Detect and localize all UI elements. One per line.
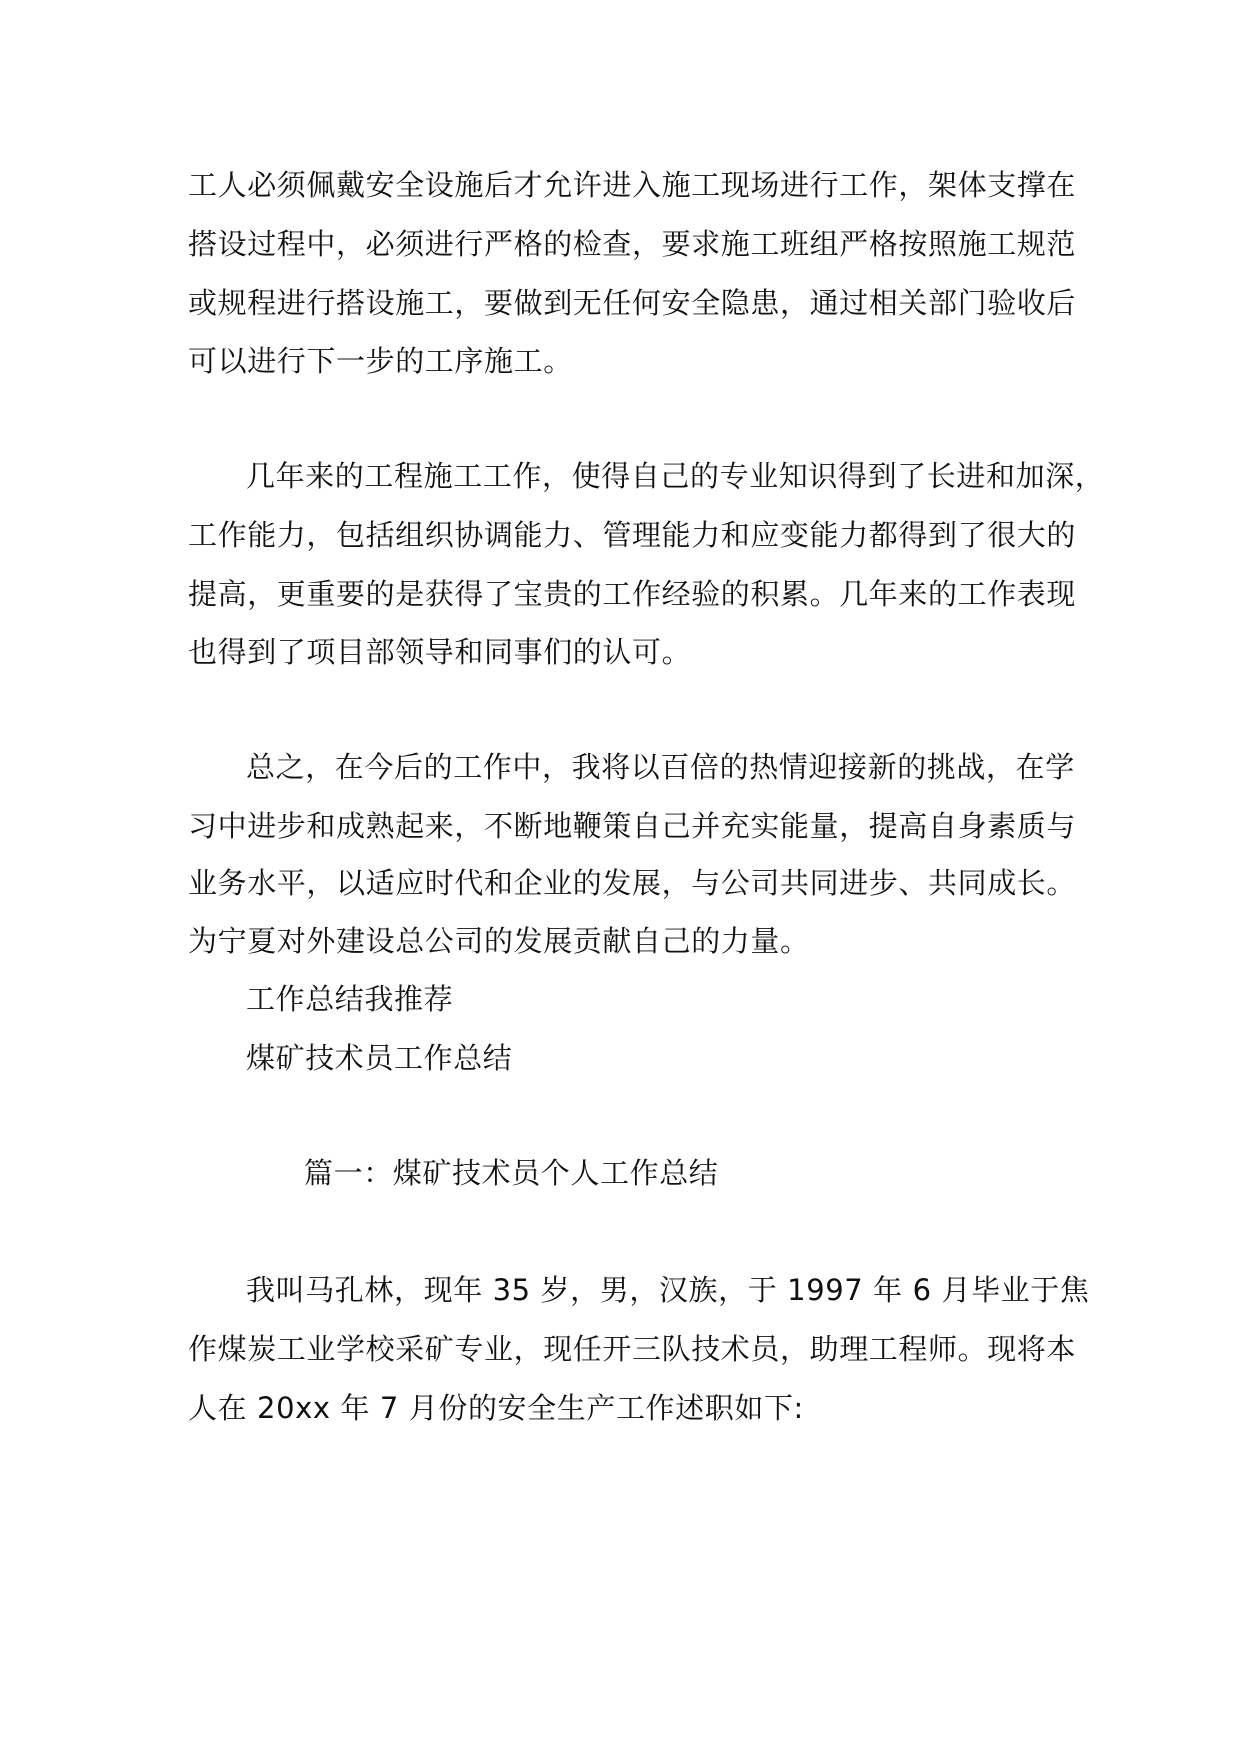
paragraph-1-line-1: 工人必须佩戴安全设施后才允许进入施工现场进行工作，架体支撑在 — [188, 168, 1077, 202]
paragraph-2-line-4: 也得到了项目部领导和同事们的认可。 — [188, 635, 692, 669]
recommend-label: 工作总结我推荐 — [246, 982, 454, 1016]
paragraph-3-line-2: 习中进步和成熟起来，不断地鞭策自己并充实能量，提高自身素质与 — [188, 809, 1077, 843]
paragraph-4-line-3: 人在 20xx 年 7 月份的安全生产工作述职如下: — [188, 1391, 804, 1425]
paragraph-2-line-2: 工作能力，包括组织协调能力、管理能力和应变能力都得到了很大的 — [188, 518, 1077, 552]
paragraph-1-line-4: 可以进行下一步的工序施工。 — [188, 344, 573, 378]
paragraph-3-line-4: 为宁夏对外建设总公司的发展贡献自己的力量。 — [188, 924, 810, 958]
paragraph-4-line-2: 作煤炭工业学校采矿专业，现任开三队技术员，助理工程师。现将本 — [188, 1332, 1077, 1366]
paragraph-3-line-1: 总之，在今后的工作中，我将以百倍的热情迎接新的挑战，在学 — [246, 750, 1075, 784]
paragraph-2-line-3: 提高，更重要的是获得了宝贵的工作经验的积累。几年来的工作表现 — [188, 577, 1077, 611]
recommend-title: 煤矿技术员工作总结 — [246, 1041, 513, 1075]
paragraph-2-line-1: 几年来的工程施工工作，使得自己的专业知识得到了长进和加深， — [246, 459, 1105, 493]
section-heading: 篇一：煤矿技术员个人工作总结 — [304, 1156, 719, 1190]
paragraph-1-line-3: 或规程进行搭设施工，要做到无任何安全隐患，通过相关部门验收后 — [188, 286, 1077, 320]
paragraph-3-line-3: 业务水平，以适应时代和企业的发展，与公司共同进步、共同成长。 — [188, 866, 1077, 900]
paragraph-1-line-2: 搭设过程中，必须进行严格的检查，要求施工班组严格按照施工规范 — [188, 227, 1077, 261]
paragraph-4-line-1: 我叫马孔林，现年 35 岁，男，汉族，于 1997 年 6 月毕业于焦 — [246, 1273, 1090, 1307]
